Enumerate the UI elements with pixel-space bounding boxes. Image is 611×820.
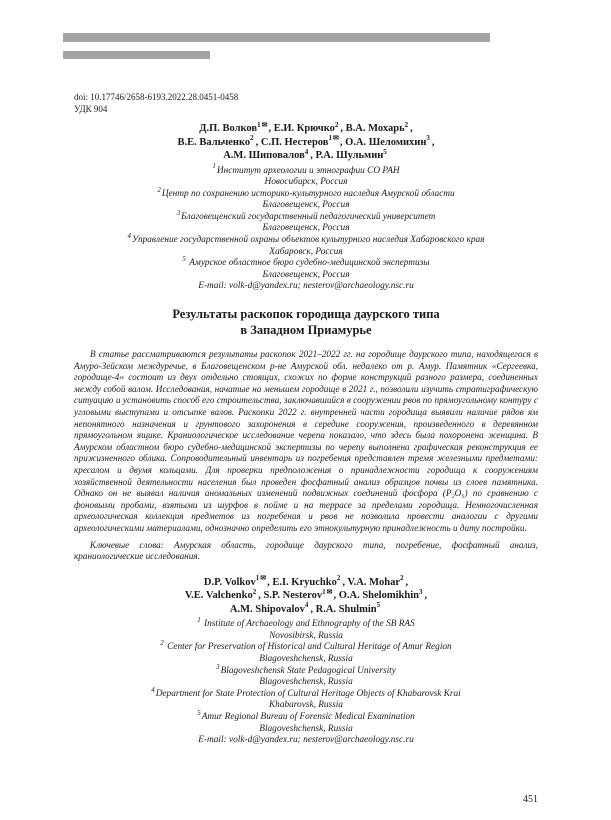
email-line-ru: E-mail: volk-d@yandex.ru; nesterov@archaeology.nsc.ru: [198, 281, 414, 292]
author: [273, 120, 346, 134]
affiliation-ref: 2: [157, 185, 161, 194]
authors-en-line-1: [74, 576, 538, 590]
affiliation-ref: 2: [160, 639, 164, 648]
scan-header-bar-long: [63, 33, 490, 42]
author-sep: ,: [267, 576, 273, 588]
envelope-icon: ✉: [260, 574, 267, 583]
author-affil-ref: 2: [336, 574, 341, 583]
affiliation-ref: 1: [197, 616, 201, 625]
author-text: R.A. Shulmin: [315, 603, 377, 615]
paper-title: [74, 306, 538, 338]
author-affil-ref: 2: [252, 587, 257, 596]
doi-line: doi: 10.17746/2658-6193.2022.28.0451-0458: [74, 92, 239, 102]
author-text: Д.П. Волков: [199, 123, 258, 134]
author-sep: ,: [424, 590, 428, 602]
authors-ru-line-2: [74, 136, 538, 150]
author: [199, 120, 274, 134]
author-sep: ,: [410, 123, 413, 134]
author-text: А.М. Шиповалов: [223, 150, 305, 161]
author-sep: ,: [310, 603, 316, 615]
author-sep: ,: [342, 576, 348, 588]
author-text: С.П. Нестеров: [260, 136, 329, 148]
author: [345, 120, 413, 134]
affiliation-text: Центр по сохранению историко-культурного наследия Амурской области: [161, 188, 455, 199]
affiliation-city: Blagoveshchensk, Russia: [259, 654, 353, 664]
author-affil-ref: 2: [404, 120, 409, 129]
author: [223, 147, 316, 161]
author-text: О.А. Шеломихин: [345, 136, 427, 148]
affiliation-city: Novosibirsk, Russia: [269, 630, 343, 641]
affiliation-ref: 5: [197, 708, 201, 717]
affiliation-text: Amur Regional Bureau of Forensic Medical Examination: [201, 711, 415, 722]
author-text: В.А. Мохарь: [345, 123, 405, 134]
author: [272, 574, 348, 588]
affiliations-en: [74, 616, 538, 747]
author-text: Е.И. Крючко: [273, 123, 335, 134]
affiliation-name: [74, 708, 538, 724]
author: [203, 574, 273, 588]
email-line-en: E-mail: volk-d@yandex.ru; nesterov@archaeology.nsc.ru: [198, 735, 414, 746]
author-text: A.M. Shipovalov: [229, 603, 305, 615]
author-sep: ,: [431, 136, 435, 148]
author: [260, 134, 346, 148]
author-sep: ,: [258, 590, 264, 602]
affiliation-text: Благовещенский государственный педагогический университет: [181, 211, 436, 222]
author: [315, 147, 389, 161]
author-sep: ,: [255, 136, 261, 148]
author: [347, 574, 409, 588]
keywords-text: Амурская область, городище даурского типа, погребение, фосфатный анализ, краниологические исследования.: [74, 539, 538, 562]
affiliation-name: [74, 255, 538, 270]
affiliation-text: Управление государственной охраны объектов культурного наследия Хабаровского края: [131, 235, 485, 246]
author-affil-ref: 4: [304, 147, 309, 156]
author-affil-ref: 2: [250, 134, 254, 142]
paper-title-line2: в Западном Приамурье: [240, 323, 372, 338]
affiliation-city: Blagoveshchensk, Russia: [259, 677, 353, 688]
author: [315, 601, 382, 615]
affiliation-ref: 3: [176, 208, 181, 217]
author-sep: ,: [268, 123, 274, 134]
authors-ru: [74, 122, 538, 163]
author-affil-ref: 1: [257, 120, 261, 129]
author-text: E.I. Kryuchko: [272, 576, 337, 588]
affiliation-city: Благовещенск, Россия: [262, 269, 350, 280]
author: [184, 587, 264, 602]
authors-ru-line-1: [74, 122, 538, 136]
envelope-icon: ✉: [326, 587, 333, 596]
author: [338, 587, 428, 602]
envelope-icon: ✉: [332, 134, 339, 142]
page-number: 451: [523, 794, 538, 805]
affiliation-name: [74, 185, 538, 201]
author: [263, 587, 339, 602]
authors-en-line-3: [74, 603, 538, 617]
affiliation-name: [74, 639, 538, 654]
author-affil-ref: 2: [334, 120, 339, 129]
author: [345, 134, 435, 148]
author-sep: ,: [339, 136, 346, 148]
affiliation-name: [74, 162, 538, 178]
author-affil-ref: 1: [322, 587, 326, 596]
affiliation-name: [74, 616, 538, 631]
scan-header-bar-short: [63, 51, 210, 59]
affiliation-ref: 4: [127, 231, 131, 240]
author-affil-ref: 5: [383, 147, 387, 156]
affiliation-city: Новосибирск, Россия: [264, 177, 348, 188]
author-text: В.Е. Вальченко: [177, 136, 251, 148]
paper-title-line1: Результаты раскопок городища даурского типа: [172, 307, 440, 322]
author-affil-ref: 4: [304, 601, 309, 610]
affiliation-text: Institute of Archaeology and Ethnography of the SB RAS: [201, 619, 415, 630]
author: [177, 134, 261, 148]
keywords: [74, 540, 538, 563]
author-sep: ,: [405, 576, 409, 588]
author-affil-ref: 5: [376, 601, 381, 610]
affiliation-text: Department for State Protection of Cultural Heritage Objects of Khabarovsk Krai: [155, 688, 461, 699]
affiliation-name: [74, 685, 538, 701]
page-content: [74, 92, 538, 747]
affiliation-name: [74, 662, 538, 678]
author-affil-ref: 3: [426, 134, 430, 142]
authors-ru-line-3: [74, 149, 538, 163]
affiliation-text: Амурское областное бюро судебно-медицинской экспертизы: [186, 258, 430, 269]
affiliation-city: Благовещенск, Россия: [262, 223, 350, 234]
author-text: D.P. Volkov: [203, 576, 256, 588]
udk-line: УДК 904: [74, 103, 108, 114]
author-text: S.P. Nesterov: [263, 590, 323, 602]
affiliation-ref: 5: [182, 255, 186, 264]
affiliation-ref: 1: [212, 162, 216, 171]
affiliation-text: Center for Preservation of Historical and Cultural Heritage of Amur Region: [164, 642, 452, 653]
author-sep: ,: [310, 150, 316, 161]
abstract: В статье рассматриваются результаты раскопок 2021–2022 гг. на городище даурского типа, находящегося в Амуро-Зейском междуречье, в Благовещенском р-не Амурской обл. недалеко от р. Амур. Памятник «Сергеевка, городище-4» состоит из двух отдельно стоящих, схожих по форме конструкций разного размера, соединенных между собой валом. Исследования, начатые на меньшем городище в 2021 г., позволили изучить стратиграфическую ситуацию и установить способ его строительства, заключавшийся в сооружении рвов по прямоугольному контуру с угловыми выступами и отсыпке валов. Раскопки 2022 г. внутренней части городища выявили наличие рядов ям непонятного назначения и грунтового захоронения в середине сооружения, произведенного в деревянном прямоугольном ящике. Краниологическое исследование черепа показало, что здесь была похоронена женщина. В Амурском областном бюро судебно-медицинской экспертизы по черепу выполнена графическая реконструкция ее прижизненного облика. Сопроводительный инвентарь из погребения представлен тремя железными предметами: кресалом и двумя кольцами. Для проверки предположения о принадлежности городища к сооружениям хозяйственной деятельности населения был проведен фосфатный анализ образцов почвы из слоев памятника. Однако он не выявил наличия аномальных изменений подвижных соединений фосфора (P₂O₅) по сравнению с фоновыми пробами, взятыми из шурфов в пойме и на террасе за пределами городища. Немногочисленная археологическая коллекция предметов из погребения и рвов не позволила провести аналогии с другими археологическими материалами, однозначно определить его этнокультурную принадлежность и дату постройки.: [74, 349, 538, 533]
authors-en: [74, 576, 538, 617]
author-text: O.A. Shelomikhin: [338, 590, 419, 602]
affiliation-ref: 3: [216, 662, 220, 671]
author-text: Р.А. Шульмин: [315, 150, 384, 161]
author-affil-ref: 3: [418, 587, 423, 596]
author-text: V.A. Mohar: [347, 576, 400, 588]
affiliation-name: [74, 231, 538, 247]
affiliation-name: [74, 208, 538, 224]
author-sep: ,: [340, 123, 346, 134]
author: [229, 601, 316, 615]
author-affil-ref: 1: [255, 574, 260, 583]
affiliation-city: Khabarovsk, Russia: [268, 700, 344, 711]
affiliation-city: Blagoveshchensk, Russia: [259, 723, 353, 734]
affiliations-ru: [74, 162, 538, 294]
affiliation-text: Институт археологии и этнографии СО РАН: [216, 165, 400, 176]
affiliation-city: Благовещенск, Россия: [262, 200, 350, 211]
affiliation-text: Blagoveshchensk State Pedagogical University: [220, 665, 396, 676]
author-affil-ref: 1: [328, 134, 332, 142]
affiliation-city: Хабаровск, Россия: [269, 246, 343, 257]
author-sep: ,: [333, 590, 339, 602]
author-affil-ref: 2: [400, 574, 404, 583]
author-text: V.E. Valchenko: [184, 590, 253, 602]
envelope-icon: ✉: [261, 120, 268, 129]
affiliation-ref: 4: [151, 685, 155, 694]
keywords-label: Ключевые слова:: [90, 539, 164, 550]
